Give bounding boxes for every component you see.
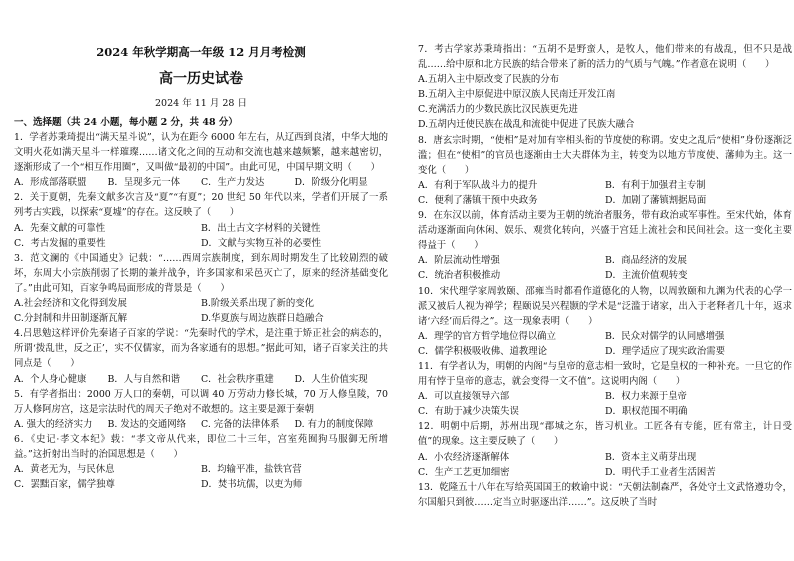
question-8-stem: 8．唐玄宗时期，“使相”是对加有宰相头衔的节度使的称谓。安史之乱后“使相”身份逐渐泛滥；但在“使相”的官员也逐渐由士大夫群体为主，转变为以地方节度使、藩帅为主。这一变化（ ）: [418, 134, 792, 176]
question-10-option-a: A．理学的官方哲学地位得以确立: [418, 330, 557, 342]
question-5-option-d: D. 有力的制度保障: [294, 418, 374, 430]
question-6-option-a: A．黄老无为，与民休息: [14, 464, 115, 476]
question-4-option-a: A．个人身心健康: [14, 373, 87, 385]
question-11-options: [418, 389, 792, 419]
question-6-option-b: B．均输平准，盐铁官营: [201, 464, 302, 476]
question-4-options: [14, 372, 388, 387]
question-8-option-a: A．有利于军队战斗力的提升: [418, 179, 538, 191]
question-7-option-c: C.充满活力的少数民族比汉民族更先进: [418, 104, 578, 116]
question-11-option-c: C．有助于减少决策失误: [418, 406, 519, 418]
question-1-options: [14, 175, 388, 190]
question-12-option-c: C．生产工艺更加细密: [418, 466, 510, 478]
question-5-options: [14, 417, 388, 432]
right-column: [418, 0, 792, 510]
question-6-option-c: C．罢黜百家，儒学独尊: [14, 479, 115, 491]
question-5-option-b: B. 发达的交通网络: [107, 418, 186, 430]
question-8-option-b: B．有利于加强君主专制: [605, 179, 706, 191]
question-5-stem: 5．有学者指出：2000 万人口的秦朝，可以调 40 万劳动力修长城，70 万人修皇陵，70 万人修阿房宫，这是宗法时代的周天子绝对不敢想的。这主要是源于秦朝: [14, 388, 388, 415]
question-9-option-c: C．统治者积极推动: [418, 270, 501, 282]
question-3-stem: 3．范文澜的《中国通史》记载：“……西周宗族制度，到东周时期发生了比较剧烈的破坏，东周大小宗族削弱了长期的兼并战争，许多国家和采邑灭亡了，原来的经济基础变化了。”由此可知，百家争鸣局面形成的背景是（ ）: [14, 252, 388, 294]
exam-subtitle: 高一历史试卷: [159, 71, 243, 87]
question-3-option-b: B.阶级关系出现了新的变化: [201, 298, 314, 310]
question-4-option-d: D．人生价值实现: [294, 373, 368, 385]
question-6-options: [14, 462, 388, 492]
question-10-option-b: B．民众对儒学的认同感增强: [605, 330, 725, 342]
question-4-option-c: C．社会秩序重建: [201, 373, 274, 385]
question-11-option-d: D．职权范围不明确: [605, 406, 688, 418]
question-3-option-d: D.华夏族与周边族群日趋融合: [201, 313, 324, 325]
question-4-option-b: B．人与自然和谐: [107, 373, 181, 385]
question-12-options: [418, 450, 792, 480]
question-8-options: [418, 178, 792, 208]
question-1-option-a: A．形成部落联盟: [14, 177, 87, 189]
question-2-option-c: C．考古发掘的重要性: [14, 237, 106, 249]
question-5-option-c: C. 完备的法律体系: [201, 418, 280, 430]
question-2-option-b: B．出土古文字材料的关键性: [201, 222, 321, 234]
question-11-option-a: A．可以直接领导六部: [418, 391, 510, 403]
question-6-stem: 6．《史记·孝文本纪》载：“孝文帝从代来，即位二十三年，宫室苑囿狗马服御无所增益。”这折射出当时的治国思想是（ ）: [14, 433, 388, 460]
question-8-option-d: D．加剧了藩镇割据局面: [605, 194, 707, 206]
left-column: [14, 0, 388, 492]
section-heading: 一、选择题（共 24 小题，每小题 2 分，共 48 分）: [14, 117, 238, 128]
question-8-option-c: C．便利了藩镇干预中央政务: [418, 194, 538, 206]
question-3-option-a: A.社会经济和文化得到发展: [14, 298, 127, 310]
question-4-stem: 4.吕思勉这样评价先秦诸子百家的学说：“先秦时代的学术，是注重于矫正社会的病态的，所谓‘拨乱世，反之正’，实不仅儒家，而为各家通有的思想。”据此可知，诸子百家关注的共同点是（ ）: [14, 328, 388, 370]
question-10-option-d: D．理学适应了现实政治需要: [605, 345, 726, 357]
exam-title: 2024 年秋学期高一年级 12 月月考检测: [96, 45, 306, 59]
question-10-options: [418, 329, 792, 359]
question-2-stem: 2．关于夏朝，先秦文献多次言及“夏”“有夏”；20 世纪 50 年代以来，学者们开展了一系列考古实践，以探索“夏墟”的存在。这反映了（ ）: [14, 192, 388, 219]
question-10-stem: 10．宋代理学家周敦颐、邵雍当时都看作道德化的人物，以周敦颐和九渊为代表的心学一派又被后人视为禅学；程颐说吴兴程颢的学术是“泛滥于诸家，出入于老释者几十年，返求诸‘六经’而后得之”。这一现象表明（ ）: [418, 285, 792, 327]
question-12-option-a: A．小农经济逐渐解体: [418, 451, 510, 463]
question-6-option-d: D．焚书坑儒，以吏为师: [201, 479, 303, 491]
question-1-stem: 1．学者苏秉琦提出“满天星斗说”，认为在距今 6000 年左右，从辽西到良渚，中华大地的文明火花如满天星斗一样璀璨……诸文化之间的互动和交流也越来越频繁，越来越密切，逐渐形成了一个“相互作用圈”，又叫做“最初的中国”。由此可见，中国早期文明（ ）: [14, 132, 388, 174]
question-3-option-c: C.分封制和井田制逐渐瓦解: [14, 313, 127, 325]
question-5-option-a: A. 强大的经济实力: [14, 418, 93, 430]
question-7-options: [418, 72, 792, 132]
question-11-stem: 11．有学者认为，明朝的内阁“与皇帝的意志相一致时，它是皇权的一种补充。一旦它的作用有悖于皇帝的意志，就会变得一文不值”。这说明内阁（ ）: [418, 360, 792, 388]
question-9-stem: 9．在东汉以前，体育活动主要为王朝的统治者服务，带有政治或军事性。至宋代始，体育活动逐渐面向休闲、娱乐、观赏化转向，兴盛于宫廷上流社会和民间社会。这一变化主要得益于（ ）: [418, 210, 792, 252]
question-7-stem: 7．考古学家苏秉琦指出：“五胡不是野蛮人，是牧人，他们带来的有战乱，但不只是战乱……给中原和北方民族的结合带来了新的活力的气质与气魄。”作者意在说明（ ）: [418, 44, 792, 71]
question-7-option-d: D.五胡内迁使民族在战乱和流徙中促进了民族大融合: [418, 119, 635, 131]
question-2-option-d: D．文献与实物互补的必要性: [201, 237, 322, 249]
question-12-option-d: D．明代手工业者生活困苦: [605, 466, 716, 478]
question-7-option-a: A.五胡入主中原改变了民族的分布: [418, 74, 560, 86]
exam-date: 2024 年 11 月 28 日: [155, 98, 247, 109]
question-11-option-b: B．权力来源于皇帝: [605, 391, 687, 403]
question-13-stem: 13．乾隆五十八年在写给英国国王的敕谕中说：“天朝法制森严，各处守土文武恪遵功令，尔国船只到彼……定当立时驱逐出洋……”。这反映了当时: [418, 481, 792, 508]
question-9-option-d: D．主流价值观转变: [605, 270, 688, 282]
question-9-option-a: A．阶层流动性增强: [418, 255, 500, 267]
question-3-options: [14, 296, 388, 326]
question-2-option-a: A．先秦文献的可靠性: [14, 222, 106, 234]
question-1-option-d: D．阶级分化明显: [294, 177, 368, 189]
question-2-options: [14, 221, 388, 251]
question-12-option-b: B．资本主义萌芽出现: [605, 451, 697, 463]
question-7-option-b: B.五胡入主中原促进中原汉族人民南迁开发江南: [418, 89, 616, 101]
question-9-option-b: B．商品经济的发展: [605, 255, 687, 267]
question-1-option-c: C．生产力发达: [201, 177, 265, 189]
question-9-options: [418, 253, 792, 283]
question-10-option-c: C．儒学积极吸收佛、道教理论: [418, 345, 548, 357]
question-12-stem: 12．明朝中后期，苏州出现“郡城之东，皆习机业。工匠各有专能，匠有常主，计日受值”的现象。这主要反映了（ ）: [418, 421, 792, 448]
question-1-option-b: B．呈现多元一体: [107, 177, 181, 189]
